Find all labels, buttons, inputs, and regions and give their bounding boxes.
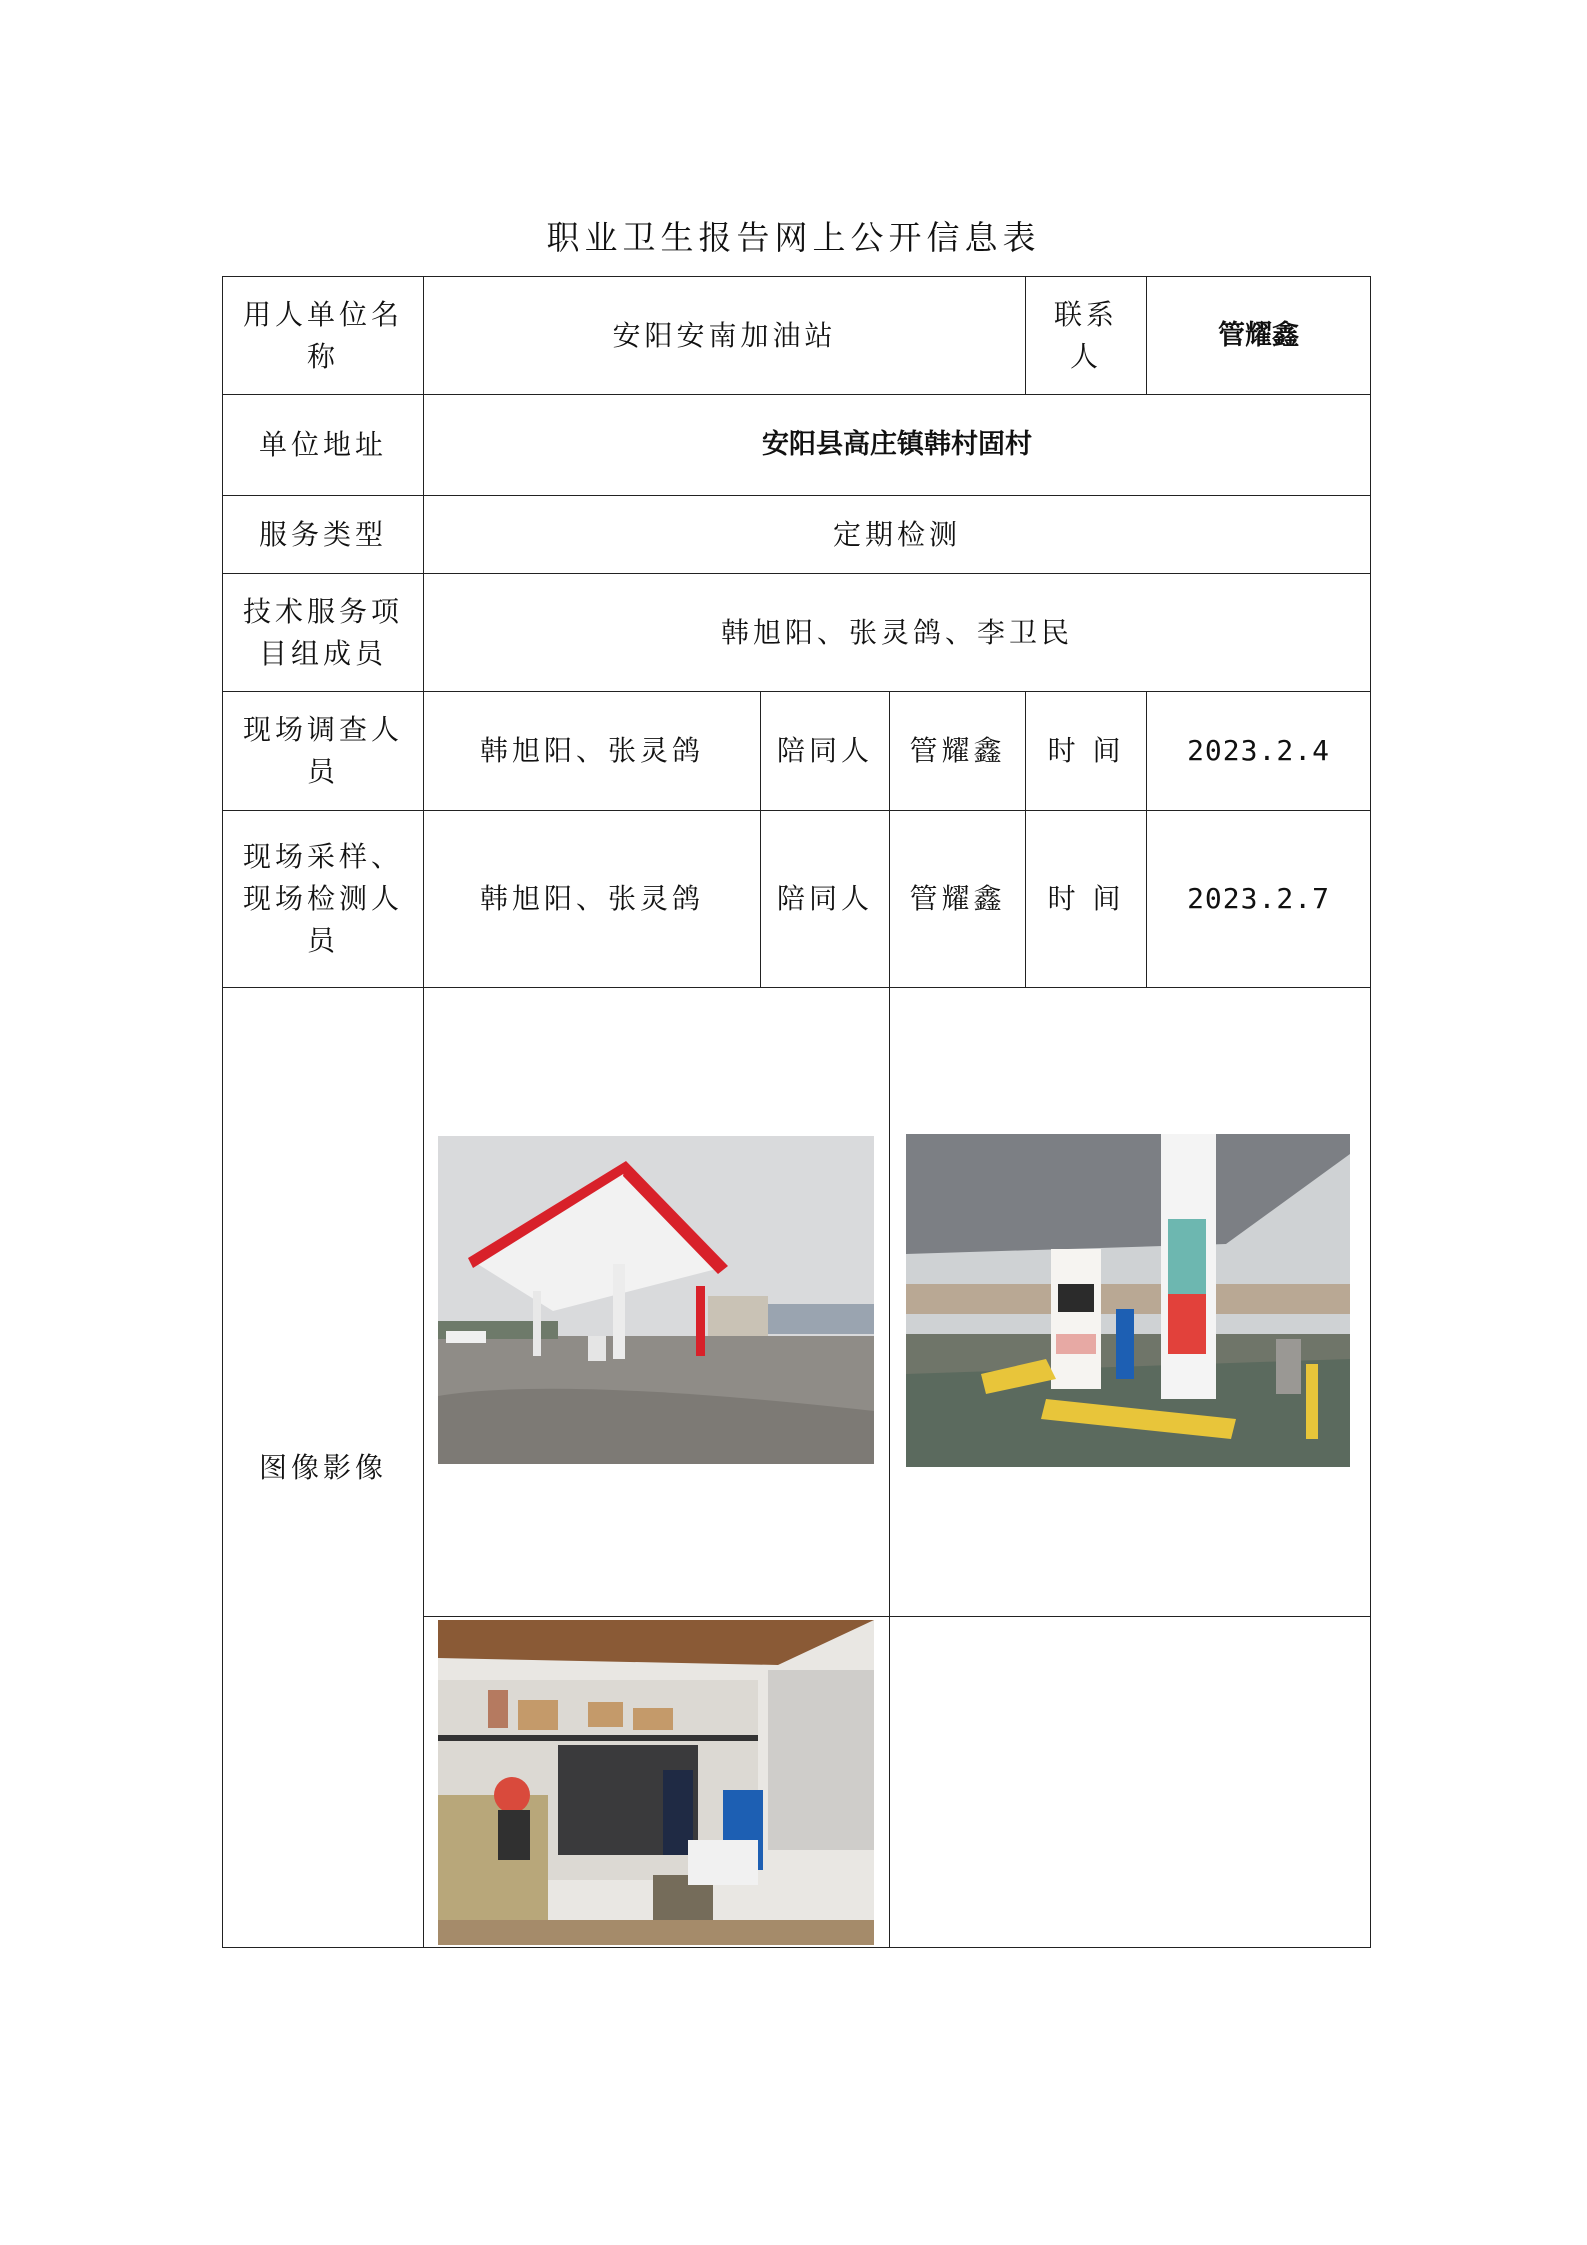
images-label: 图像影像	[223, 988, 424, 1948]
service-type-value: 定期检测	[424, 496, 1371, 574]
survey-companion-label: 陪同人	[761, 692, 890, 811]
sampling-value: 韩旭阳、张灵鸽	[424, 811, 761, 988]
photo-fuel-dispenser	[906, 1134, 1350, 1467]
contact-label: 联系人	[1026, 277, 1147, 395]
team-value: 韩旭阳、张灵鸽、李卫民	[424, 574, 1371, 692]
photo-cell-3	[424, 1617, 890, 1948]
team-label: 技术服务项目组成员	[223, 574, 424, 692]
info-table	[222, 276, 1371, 1948]
survey-label: 现场调查人员	[223, 692, 424, 811]
survey-time-label: 时 间	[1026, 692, 1147, 811]
employer-label: 用人单位名称	[223, 277, 424, 395]
page-title: 职业卫生报告网上公开信息表	[546, 218, 1041, 257]
sampling-companion-value: 管耀鑫	[890, 811, 1026, 988]
survey-time-value: 2023.2.4	[1147, 692, 1371, 811]
photo-cell-2	[890, 988, 1371, 1617]
sampling-label: 现场采样、现场检测人员	[223, 811, 424, 988]
photo-station-exterior	[438, 1136, 874, 1464]
sampling-time-label: 时 间	[1026, 811, 1147, 988]
address-label: 单位地址	[223, 395, 424, 496]
survey-companion-value: 管耀鑫	[890, 692, 1026, 811]
address-value: 安阳县高庄镇韩村固村	[424, 395, 1371, 496]
photo-cell-1	[424, 988, 890, 1617]
sampling-companion-label: 陪同人	[761, 811, 890, 988]
survey-value: 韩旭阳、张灵鸽	[424, 692, 761, 811]
photo-cell-4-empty	[890, 1617, 1371, 1948]
photo-store-interior	[438, 1620, 874, 1945]
sampling-time-value: 2023.2.7	[1147, 811, 1371, 988]
contact-value: 管耀鑫	[1147, 277, 1371, 395]
employer-value: 安阳安南加油站	[424, 277, 1026, 395]
service-type-label: 服务类型	[223, 496, 424, 574]
